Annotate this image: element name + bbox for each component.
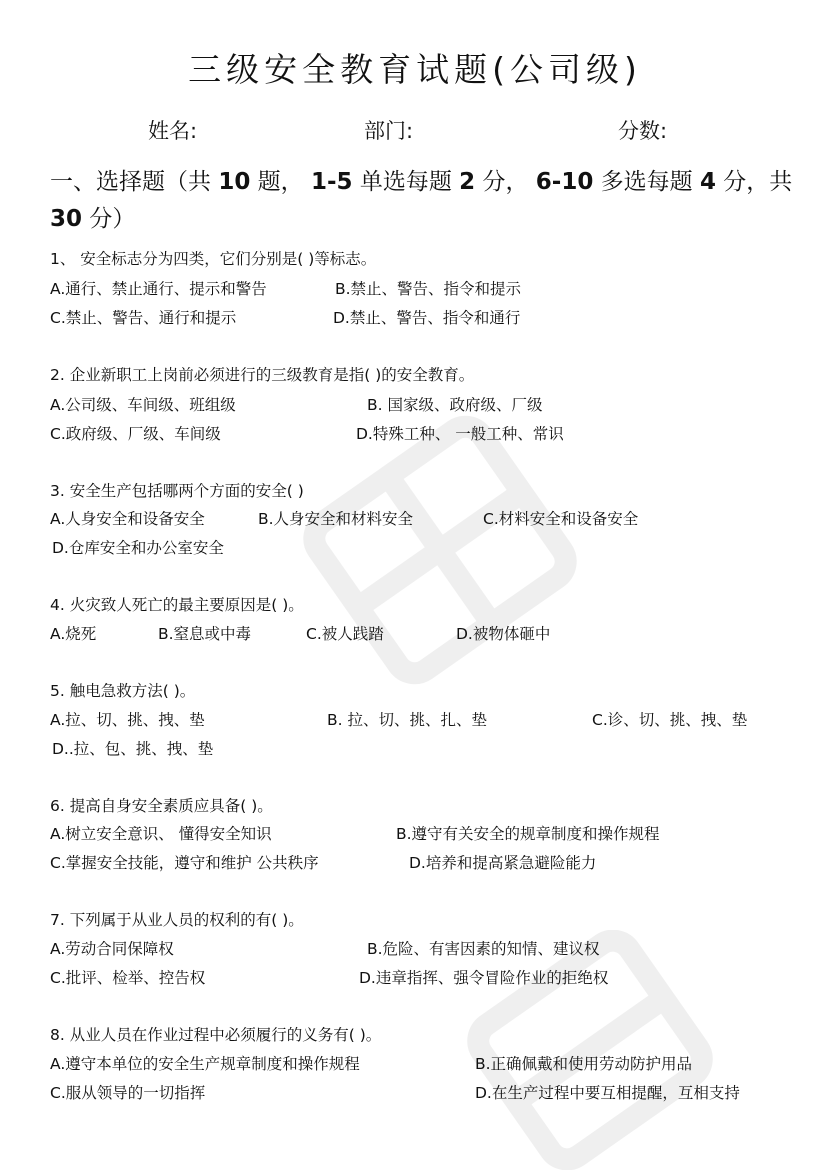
q6-option-b: B.遵守有关安全的规章制度和操作规程 — [396, 825, 660, 843]
question-8-stem: 8. 从业人员在作业过程中必须履行的义务有( )。 — [50, 1026, 382, 1044]
q7-option-c: C.批评、检举、控告权 — [50, 969, 206, 987]
q4-option-b: B.窒息或中毒 — [158, 625, 252, 643]
section-heading-line1: 一、选择题（共 10 题， 1-5 单选每题 2 分， 6-10 多选每题 4 分，共 — [50, 169, 793, 195]
q5-option-c: C.诊、切、挑、拽、垫 — [592, 711, 748, 729]
question-3-stem: 3. 安全生产包括哪两个方面的安全( ) — [50, 482, 304, 500]
q8-option-b: B.正确佩戴和使用劳动防护用品 — [475, 1055, 693, 1073]
q7-option-b: B.危险、有害因素的知情、建议权 — [367, 940, 600, 958]
q2-option-a: A.公司级、车间级、班组级 — [50, 396, 236, 414]
q3-option-c: C.材料安全和设备安全 — [483, 510, 639, 528]
question-1-stem: 1、 安全标志分为四类，它们分别是( )等标志。 — [50, 250, 377, 268]
question-2-stem: 2. 企业新职工上岗前必须进行的三级教育是指( )的安全教育。 — [50, 366, 475, 384]
name-label: 姓名: — [148, 119, 198, 143]
question-6-stem: 6. 提高自身安全素质应具备( )。 — [50, 797, 273, 815]
q6-option-c: C.掌握安全技能，遵守和维护 公共秩序 — [50, 854, 319, 872]
question-7-stem: 7. 下列属于从业人员的权利的有( )。 — [50, 911, 304, 929]
q6-option-a: A.树立安全意识、 懂得安全知识 — [50, 825, 272, 843]
q2-option-c: C.政府级、厂级、车间级 — [50, 425, 221, 443]
q5-option-a: A.拉、切、挑、拽、垫 — [50, 711, 205, 729]
q4-option-a: A.烧死 — [50, 625, 97, 643]
q2-option-d: D.特殊工种、 一般工种、常识 — [356, 425, 564, 443]
q6-option-d: D.培养和提高紧急避险能力 — [409, 854, 597, 872]
page-title: 三级安全教育试题(公司级) — [188, 50, 642, 89]
q1-option-d: D.禁止、警告、指令和通行 — [333, 309, 521, 327]
q8-option-d: D.在生产过程中要互相提醒，互相支持 — [475, 1084, 740, 1102]
q5-option-b: B. 拉、切、挑、扎、垫 — [327, 711, 487, 729]
q2-option-b: B. 国家级、政府级、厂级 — [367, 396, 543, 414]
q1-option-b: B.禁止、警告、指令和提示 — [335, 280, 522, 298]
q8-option-a: A.遵守本单位的安全生产规章制度和操作规程 — [50, 1055, 360, 1073]
q4-option-d: D.被物体砸中 — [456, 625, 551, 643]
score-label: 分数: — [618, 119, 668, 143]
department-label: 部门: — [364, 119, 414, 143]
q7-option-d: D.违章指挥、强令冒险作业的拒绝权 — [359, 969, 609, 987]
q1-option-c: C.禁止、警告、通行和提示 — [50, 309, 237, 327]
q3-option-a: A.人身安全和设备安全 — [50, 510, 205, 528]
question-5-stem: 5. 触电急救方法( )。 — [50, 682, 196, 700]
q3-option-b: B.人身安全和材料安全 — [258, 510, 414, 528]
q4-option-c: C.被人践踏 — [306, 625, 384, 643]
q8-option-c: C.服从领导的一切指挥 — [50, 1084, 206, 1102]
q3-option-d: D.仓库安全和办公室安全 — [52, 539, 224, 557]
q5-option-d: D..拉、包、挑、拽、垫 — [52, 740, 214, 758]
question-4-stem: 4. 火灾致人死亡的最主要原因是( )。 — [50, 596, 304, 614]
section-heading-line2: 30 分） — [50, 206, 136, 232]
q7-option-a: A.劳动合同保障权 — [50, 940, 174, 958]
q1-option-a: A.通行、禁止通行、提示和警告 — [50, 280, 267, 298]
